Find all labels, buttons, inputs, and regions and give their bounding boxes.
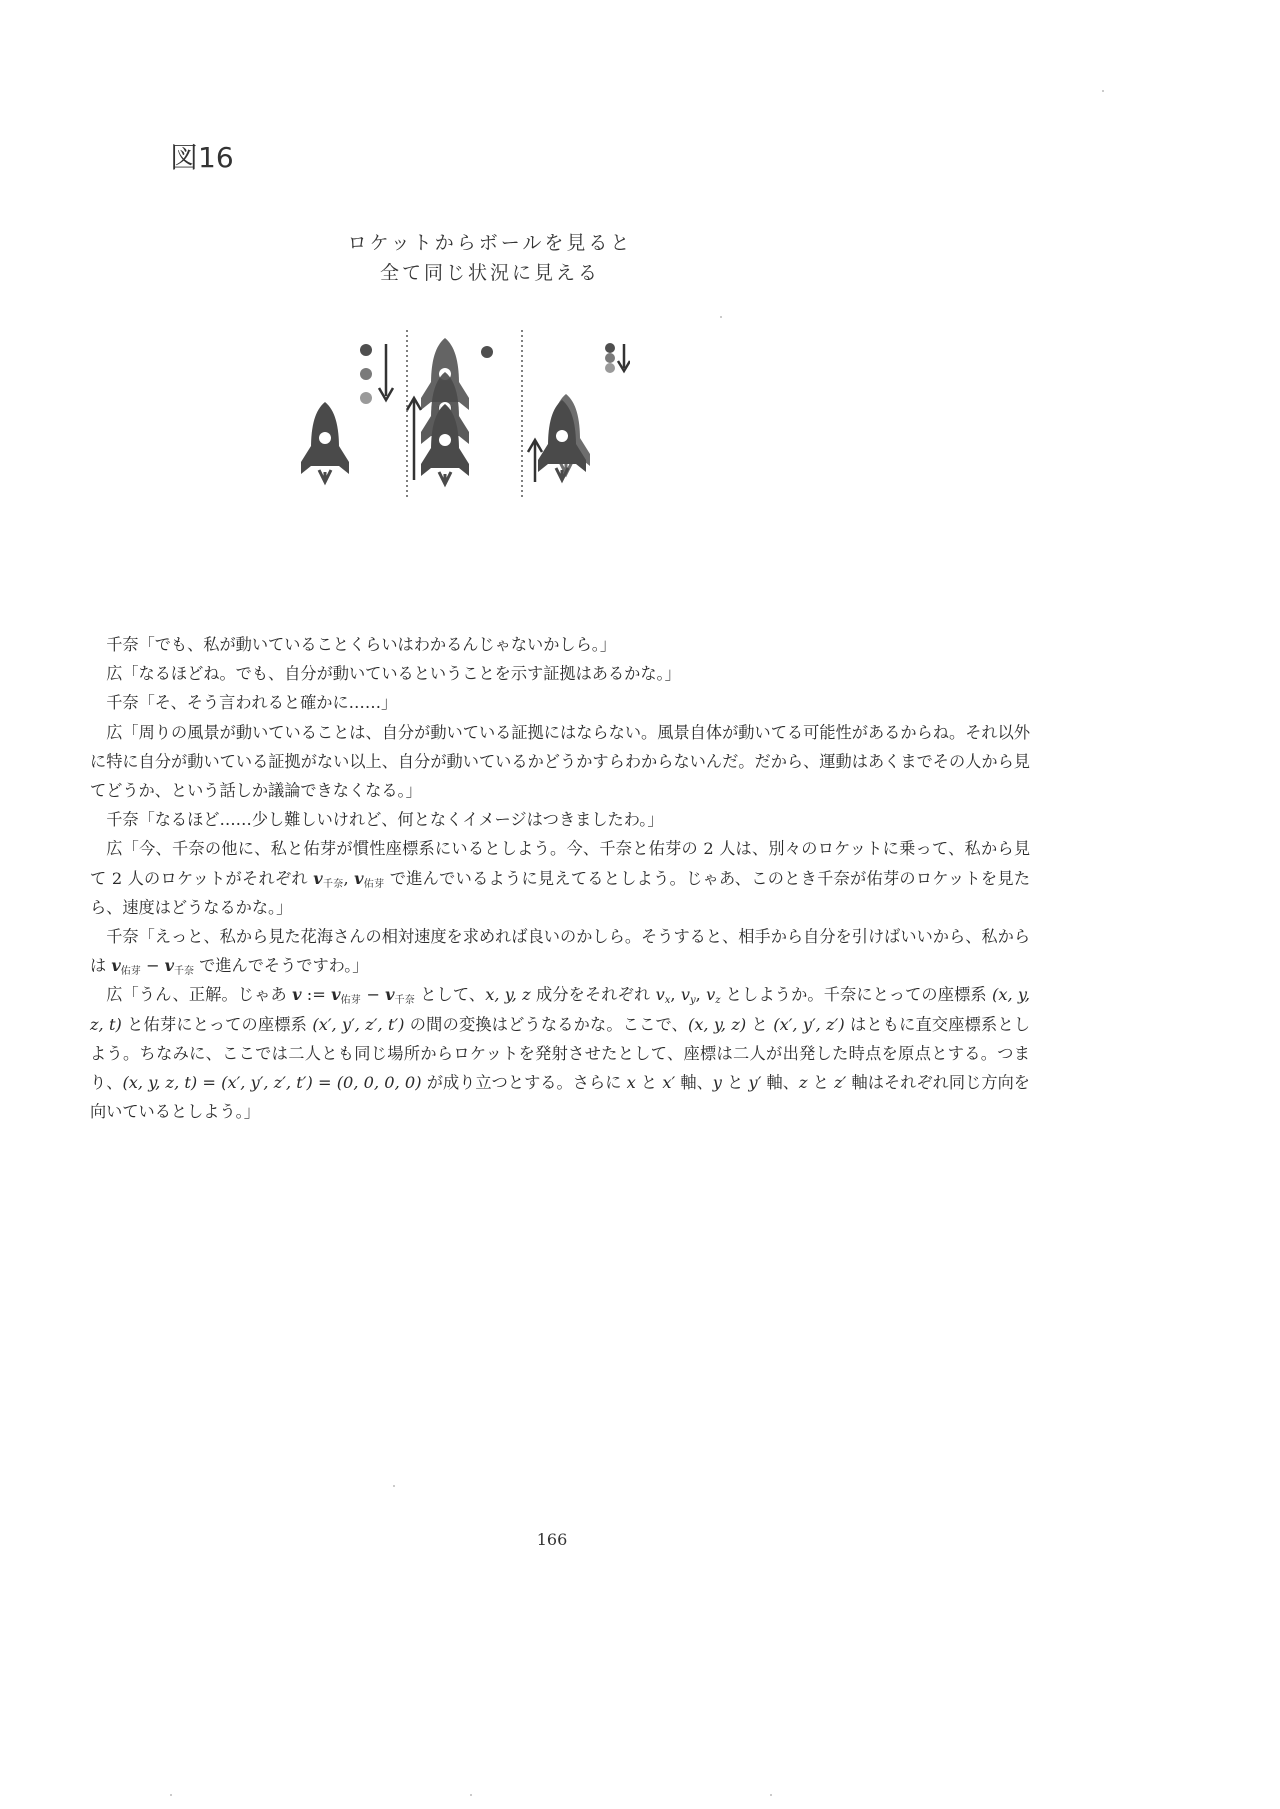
dialogue-line: 広「今、千奈の他に、私と佑芽が慣性座標系にいるとしよう。今、千奈と佑芽の 2 人は、別々のロケットに乗って、私から見て 2 人のロケットがそれぞれ $v_{千奈}$, $v_{佑芽}$ で進んでいるように見えてるとしよう。じゃあ、このとき千奈が佑芽のロケットを見たら、速度はどうなるかな。」 bbox=[90, 839, 1031, 917]
ball-icon bbox=[605, 353, 615, 363]
dialogue-line bbox=[90, 659, 1030, 688]
figure-label: 図16 bbox=[170, 141, 234, 174]
scan-speck bbox=[170, 1794, 172, 1796]
rocket-icon bbox=[421, 404, 469, 484]
scan-speck bbox=[470, 1794, 472, 1796]
rocket-figure bbox=[290, 330, 630, 500]
velocity-symbol: v bbox=[164, 956, 175, 976]
velocity-symbol: v bbox=[111, 956, 121, 976]
dialogue-line: 広「うん、正解。じゃあ v := $v_{佑芽} - v_{千奈}$ として、x, y, z 成分をそれぞれ $v_x$, $v_y$, $v_z$ としようか。千奈にとっての座標系 (x, y, z, t) と佑芽にとっての座標系 (x′, y′, z′, t′) の間の変換はどうなるかな。ここで、(x, y, z) と (x′, y′, z′) はともに直交座標系としよう。ちなみに、ここでは二人とも同じ場所からロケットを発射させたとして、座標は二人が出発した時点を原点とする。つまり、(x, y, z, t) = (x′, y′, z′, t′) = (0, 0, 0, 0) が成り立つとする。さらに x と x′ 軸、y と y′ 軸、z と z′ 軸はそれぞれ同じ方向を向いているとしよう。」 bbox=[90, 985, 1031, 1122]
dialogue-body bbox=[90, 630, 1030, 1126]
speaker: 広 bbox=[106, 722, 123, 742]
line-text: 「でも、私が動いていることくらいはわかるんじゃないかしら。」 bbox=[138, 635, 617, 654]
scan-speck bbox=[1102, 90, 1104, 92]
figure-caption-line-1: ロケットからボールを見ると bbox=[347, 232, 633, 254]
line-text: 「そ、そう言われると確かに……」 bbox=[138, 693, 398, 713]
scan-speck bbox=[770, 1794, 772, 1796]
arrow-down-icon bbox=[379, 344, 393, 400]
speaker: 広 bbox=[106, 985, 123, 1005]
speaker: 千奈 bbox=[106, 635, 139, 654]
rocket-icon bbox=[301, 402, 349, 482]
figure-caption bbox=[330, 228, 650, 288]
dialogue-line bbox=[90, 688, 1030, 717]
speaker: 千奈 bbox=[106, 810, 139, 830]
velocity-symbol: v bbox=[313, 868, 323, 888]
dialogue-line bbox=[90, 718, 1030, 806]
speaker: 千奈 bbox=[106, 927, 139, 947]
figure-caption-line-2: 全て同じ状況に見える bbox=[379, 262, 600, 284]
dialogue-line bbox=[90, 630, 1030, 659]
line-text: 「なるほど……少し難しいけれど、何となくイメージはつきましたわ。」 bbox=[138, 810, 664, 830]
arrow-down-icon bbox=[618, 344, 630, 371]
speaker: 広 bbox=[106, 664, 123, 684]
page-number: 166 bbox=[536, 1530, 568, 1549]
line-text: 「なるほどね。でも、自分が動いているということを示す証拠はあるかな。」 bbox=[122, 664, 681, 684]
line-text: 「周りの風景が動いていることは、自分が動いている証拠にはならない。風景自体が動いてる可能性があるからね。それ以外に特に自分が動いている証拠がない以上、自分が動いているかどうかすらわからないんだ。だから、運動はあくまでその人から見てどうか、という話しか議論できなくなる。」 bbox=[90, 722, 1031, 801]
ball-icon bbox=[360, 344, 372, 356]
ball-icon bbox=[360, 392, 372, 404]
velocity-symbol: v bbox=[354, 868, 364, 888]
scan-speck bbox=[393, 1485, 395, 1487]
speaker: 千奈 bbox=[106, 693, 139, 713]
arrow-up-icon bbox=[407, 398, 421, 480]
ball-icon bbox=[360, 368, 372, 380]
scan-speck bbox=[720, 316, 722, 318]
ball-icon bbox=[605, 343, 615, 353]
dialogue-line bbox=[90, 805, 1030, 834]
dialogue-line: 千奈「えっと、私から見た花海さんの相対速度を求めれば良いのかしら。そうすると、相手から自分を引けばいいから、私からは $v_{佑芽} - v_{千奈}$ で進んでそうですわ。」 bbox=[90, 927, 1031, 978]
speaker: 広 bbox=[106, 839, 123, 859]
ball-icon bbox=[605, 363, 615, 373]
ball-icon bbox=[481, 346, 493, 358]
